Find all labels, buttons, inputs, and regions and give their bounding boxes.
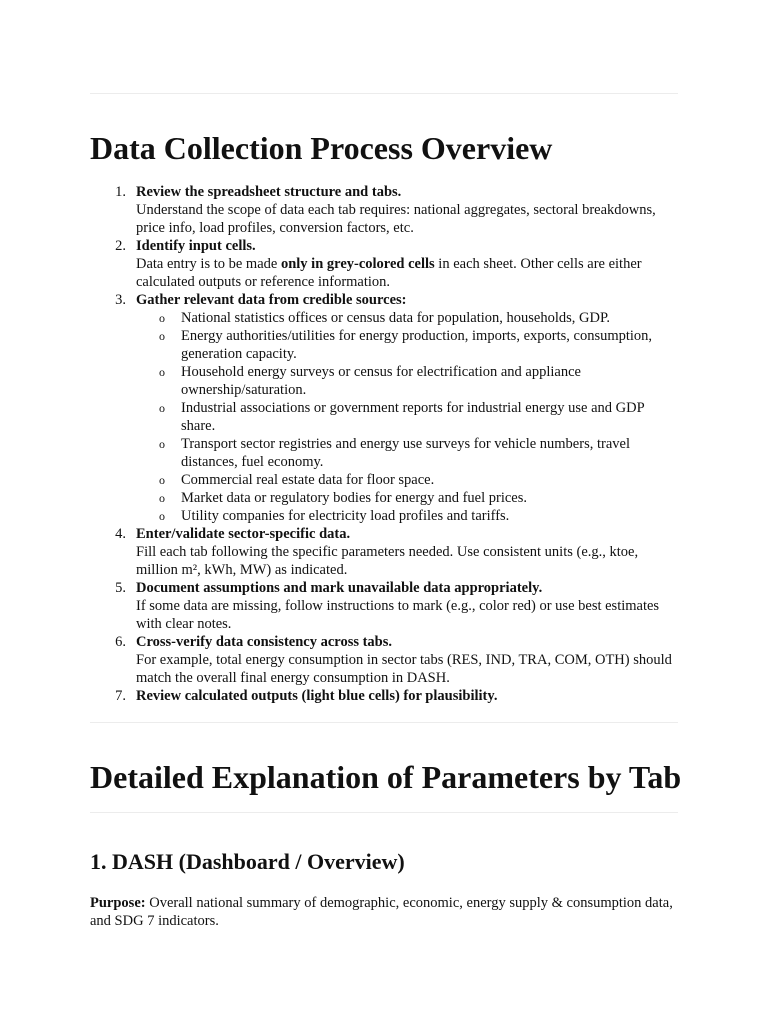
circle-bullet-icon: o xyxy=(159,365,165,379)
sources-list xyxy=(136,309,680,525)
section-divider xyxy=(90,812,678,813)
step-title: Gather relevant data from credible sources: xyxy=(136,292,407,308)
step-description: Fill each tab following the specific parameters needed. Use consistent units (e.g., ktoe, million m², kWh, MW) as indicated. xyxy=(136,544,639,578)
step-number: 1. xyxy=(115,184,126,200)
section-divider xyxy=(90,722,678,723)
step-number: 6. xyxy=(115,634,126,650)
list-item xyxy=(159,489,680,507)
step-number: 4. xyxy=(115,526,126,542)
step-1 xyxy=(90,183,680,237)
step-number: 2. xyxy=(115,238,126,254)
process-steps-list xyxy=(90,183,680,705)
circle-bullet-icon: o xyxy=(159,329,165,343)
list-item xyxy=(159,309,680,327)
step-title: Cross-verify data consistency across tabs. xyxy=(136,634,393,650)
list-item-text: Utility companies for electricity load profiles and tariffs. xyxy=(181,508,510,524)
step-2 xyxy=(90,237,680,291)
top-divider xyxy=(90,93,678,94)
step-title: Enter/validate sector-specific data. xyxy=(136,526,351,542)
list-item xyxy=(159,399,680,435)
list-item-text: Energy authorities/utilities for energy production, imports, exports, consumption, generation capacity. xyxy=(181,328,653,362)
list-item-text: Transport sector registries and energy use surveys for vehicle numbers, travel distances, fuel economy. xyxy=(181,436,630,470)
list-item xyxy=(159,435,680,471)
step-3 xyxy=(90,291,680,525)
step-number: 7. xyxy=(115,688,126,704)
step-title: Review calculated outputs (light blue cells) for plausibility. xyxy=(136,688,498,704)
section-title-parameters: Detailed Explanation of Parameters by Tab xyxy=(90,759,682,795)
step-description: For example, total energy consumption in sector tabs (RES, IND, TRA, COM, OTH) should match the overall final energy consumption in DASH. xyxy=(136,652,672,686)
circle-bullet-icon: o xyxy=(159,491,165,505)
list-item xyxy=(159,471,680,489)
list-item xyxy=(159,327,680,363)
purpose-paragraph xyxy=(90,894,680,930)
list-item-text: Household energy surveys or census for electrification and appliance ownership/saturation. xyxy=(181,364,581,398)
step-5 xyxy=(90,579,680,633)
section-title-data-collection: Data Collection Process Overview xyxy=(90,130,553,166)
step-6 xyxy=(90,633,680,687)
step-title: Identify input cells. xyxy=(136,238,256,254)
circle-bullet-icon: o xyxy=(159,509,165,523)
circle-bullet-icon: o xyxy=(159,437,165,451)
description-text: Data entry is to be made xyxy=(136,256,281,272)
list-item-text: Market data or regulatory bodies for energy and fuel prices. xyxy=(181,490,527,506)
step-7 xyxy=(90,687,680,705)
step-title: Review the spreadsheet structure and tabs. xyxy=(136,184,402,200)
circle-bullet-icon: o xyxy=(159,473,165,487)
purpose-label: Purpose: xyxy=(90,895,146,911)
circle-bullet-icon: o xyxy=(159,401,165,415)
step-description: Understand the scope of data each tab requires: national aggregates, sectoral breakdowns, price info, load profiles, conversion factors, etc. xyxy=(136,202,656,236)
step-4 xyxy=(90,525,680,579)
step-description: If some data are missing, follow instructions to mark (e.g., color red) or use best estimates with clear notes. xyxy=(136,598,660,632)
description-text: in each sheet. Other cells are either calculated outputs or reference information. xyxy=(136,256,642,290)
list-item-text: National statistics offices or census data for population, households, GDP. xyxy=(181,310,611,326)
list-item-text: Industrial associations or government reports for industrial energy use and GDP share. xyxy=(181,400,645,434)
step-number: 3. xyxy=(115,292,126,308)
purpose-text: Overall national summary of demographic, economic, energy supply & consumption data, and SDG 7 indicators. xyxy=(90,895,673,929)
list-item-text: Commercial real estate data for floor space. xyxy=(181,472,435,488)
subsection-title-dash: 1. DASH (Dashboard / Overview) xyxy=(90,849,405,874)
list-item xyxy=(159,507,680,525)
step-description xyxy=(136,255,680,291)
list-item xyxy=(159,363,680,399)
step-number: 5. xyxy=(115,580,126,596)
step-title: Document assumptions and mark unavailable data appropriately. xyxy=(136,580,543,596)
description-emphasis: only in grey-colored cells xyxy=(280,256,435,272)
circle-bullet-icon: o xyxy=(159,311,165,325)
